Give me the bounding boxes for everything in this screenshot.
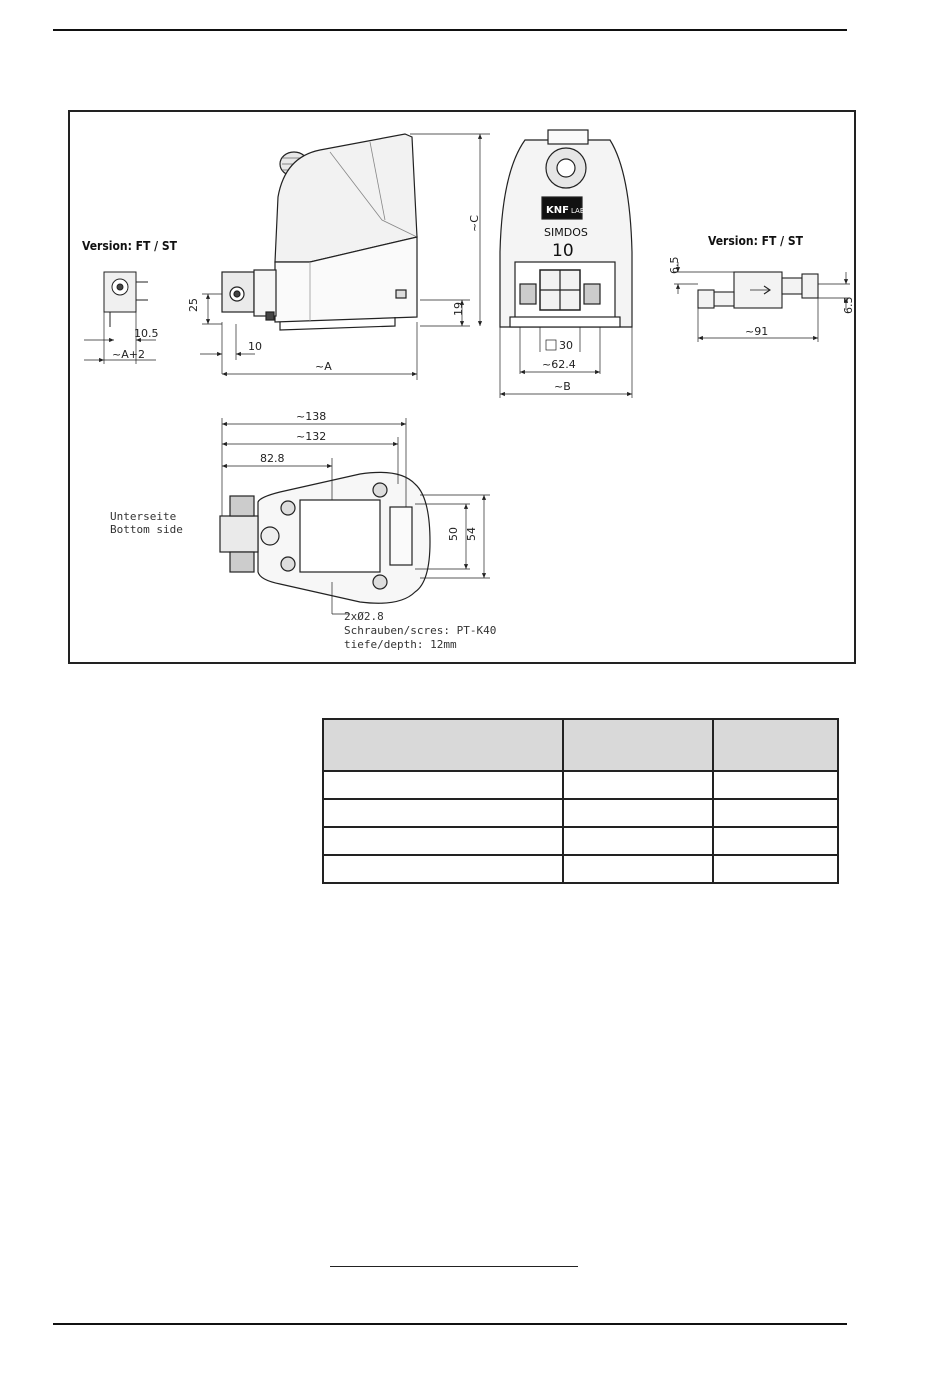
table-header-cell xyxy=(713,719,838,771)
table-cell xyxy=(563,771,713,799)
version-label-left: Version: FT / ST xyxy=(82,239,177,253)
footnote-separator xyxy=(330,1266,578,1267)
dim-91: ~91 xyxy=(745,325,769,338)
table-header-row xyxy=(323,719,838,771)
table-cell xyxy=(323,827,563,855)
model-name: SIMDOS xyxy=(544,226,588,239)
brand-logo: KNF xyxy=(546,205,569,216)
top-right-view xyxy=(698,272,818,308)
technical-drawing xyxy=(68,110,856,664)
dim-138: ~138 xyxy=(296,410,327,423)
dim-A: ~A xyxy=(315,360,332,373)
note-screws: Schrauben/scres: PT-K40 xyxy=(344,624,497,637)
bottom-caption-en: Bottom side xyxy=(110,523,183,536)
dim-B: ~B xyxy=(554,380,571,393)
table-row xyxy=(323,771,838,799)
note-depth: tiefe/depth: 12mm xyxy=(344,638,457,651)
dim-C: ~C xyxy=(468,215,481,232)
dim-A-plus-2: ~A+2 xyxy=(112,348,145,361)
dim-132: ~132 xyxy=(296,430,327,443)
note-holes: 2xØ2.8 xyxy=(344,610,384,623)
dim-62-4: ~62.4 xyxy=(542,358,576,371)
table-row xyxy=(323,799,838,827)
table-cell xyxy=(713,799,838,827)
table-cell xyxy=(563,827,713,855)
table-header-cell xyxy=(563,719,713,771)
end-view xyxy=(104,272,148,327)
table-cell xyxy=(713,827,838,855)
dim-10-5: 10.5 xyxy=(134,327,159,340)
brand-sub: LAB xyxy=(571,207,585,215)
table-cell xyxy=(713,855,838,883)
table-cell xyxy=(323,771,563,799)
dim-6-5-top: 6.5 xyxy=(668,256,681,274)
table-cell xyxy=(323,855,563,883)
dim-25: 25 xyxy=(187,298,200,312)
table-cell xyxy=(563,855,713,883)
model-number: 10 xyxy=(552,241,574,261)
table-header-cell xyxy=(323,719,563,771)
bottom-rule xyxy=(53,1323,847,1325)
dim-6-5-bottom: 6.5 xyxy=(842,296,855,314)
table-cell xyxy=(563,799,713,827)
bottom-caption-de: Unterseite xyxy=(110,510,177,523)
table-cell xyxy=(323,799,563,827)
top-rule xyxy=(53,29,847,31)
side-view xyxy=(222,134,417,330)
version-label-right: Version: FT / ST xyxy=(708,234,803,248)
dim-19: 19 xyxy=(452,302,465,316)
table-row xyxy=(323,827,838,855)
dim-54: 54 xyxy=(465,527,478,541)
dim-10: 10 xyxy=(248,340,262,353)
table-row xyxy=(323,855,838,883)
dim-30: 30 xyxy=(559,339,573,352)
dim-82-8: 82.8 xyxy=(260,452,285,465)
dim-50: 50 xyxy=(447,527,460,541)
spec-table xyxy=(322,718,839,884)
table-cell xyxy=(713,771,838,799)
bottom-view xyxy=(220,472,430,603)
